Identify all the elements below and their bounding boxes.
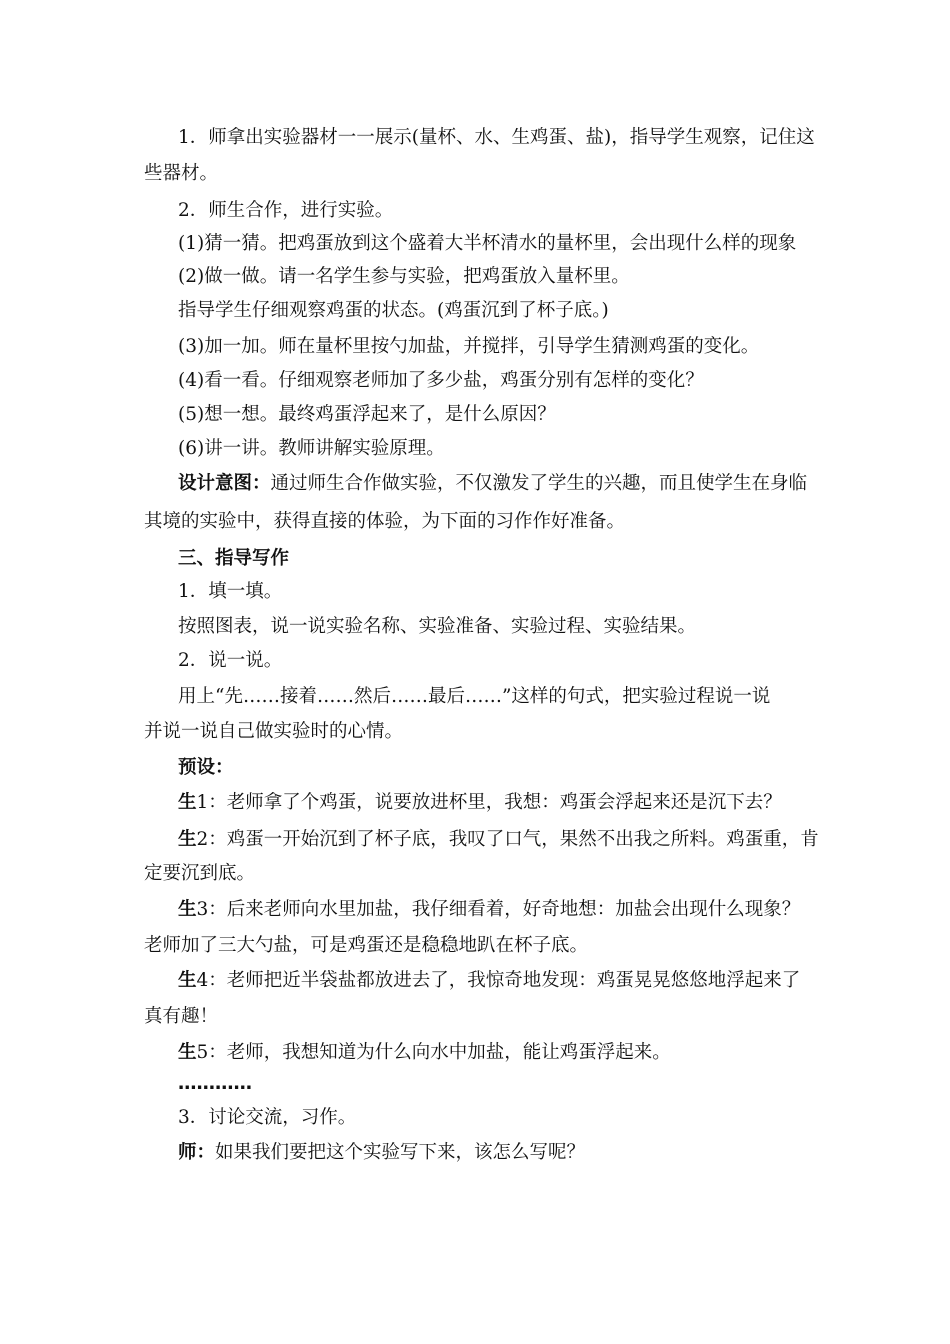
text-line: 真有趣！ xyxy=(144,1006,219,1027)
student-label: 生 xyxy=(178,829,197,850)
text-line: (2)做一做。请一名学生参与实验，把鸡蛋放入量杯里。 xyxy=(178,266,630,287)
teacher-label: 师： xyxy=(178,1142,216,1163)
student-text: 2：鸡蛋一开始沉到了杯子底，我叹了口气，果然不出我之所料。鸡蛋重，肯 xyxy=(196,829,819,850)
student-line xyxy=(178,826,819,854)
text-line: 并说一说自己做实验时的心情。 xyxy=(144,721,404,742)
preset-label: 预设： xyxy=(178,757,234,778)
student-text: 1：老师拿了个鸡蛋，说要放进杯里，我想：鸡蛋会浮起来还是沉下去？ xyxy=(196,792,782,813)
text-line: 1．填一填。 xyxy=(178,581,283,602)
student-line xyxy=(178,967,800,995)
text-line: (5)想一想。最终鸡蛋浮起来了，是什么原因？ xyxy=(178,404,556,425)
text-line: 按照图表，说一说实验名称、实验准备、实验过程、实验结果。 xyxy=(178,616,697,637)
design-intent-text: 通过师生合作做实验，不仅激发了学生的兴趣，而且使学生在身临 xyxy=(270,473,808,494)
text-line: (4)看一看。仔细观察老师加了多少盐，鸡蛋分别有怎样的变化？ xyxy=(178,370,704,391)
text-line: 定要沉到底。 xyxy=(144,863,256,884)
text-line: (3)加一加。师在量杯里按勺加盐，并搅拌，引导学生猜测鸡蛋的变化。 xyxy=(178,336,760,357)
student-label: 生 xyxy=(178,1042,197,1063)
student-text: 4：老师把近半袋盐都放进去了，我惊奇地发现：鸡蛋晃晃悠悠地浮起来了 xyxy=(196,970,801,991)
text-line: 指导学生仔细观察鸡蛋的状态。(鸡蛋沉到了杯子底。) xyxy=(178,300,609,321)
teacher-text: 如果我们要把这个实验写下来，该怎么写呢？ xyxy=(215,1142,586,1163)
design-intent-label: 设计意图： xyxy=(178,473,271,494)
text-line: (6)讲一讲。教师讲解实验原理。 xyxy=(178,438,445,459)
text-line: 3．讨论交流，习作。 xyxy=(178,1107,357,1128)
text-line: 用上“先……接着……然后……最后……”这样的句式，把实验过程说一说 xyxy=(178,686,771,707)
student-line xyxy=(178,789,782,817)
student-line xyxy=(178,1039,671,1067)
student-text: 3：后来老师向水里加盐，我仔细看着，好奇地想：加盐会出现什么现象？ xyxy=(196,899,801,920)
student-label: 生 xyxy=(178,970,197,991)
text-line: 些器材。 xyxy=(144,163,219,184)
section-heading: 三、指导写作 xyxy=(178,548,290,569)
ellipsis-line: ………… xyxy=(178,1073,252,1094)
text-line: 2．说一说。 xyxy=(178,650,283,671)
teacher-line xyxy=(178,1139,585,1167)
text-line: (1)猜一猜。把鸡蛋放到这个盛着大半杯清水的量杯里，会出现什么样的现象 xyxy=(178,233,797,254)
text-line: 2．师生合作，进行实验。 xyxy=(178,200,394,221)
text-line: 1．师拿出实验器材一一展示(量杯、水、生鸡蛋、盐)，指导学生观察，记住这 xyxy=(178,127,815,148)
text-line: 老师加了三大勺盐，可是鸡蛋还是稳稳地趴在杯子底。 xyxy=(144,935,589,956)
text-line: 其境的实验中，获得直接的体验，为下面的习作作好准备。 xyxy=(144,511,626,532)
student-label: 生 xyxy=(178,899,197,920)
design-intent-line xyxy=(178,470,807,498)
student-line xyxy=(178,896,800,924)
student-label: 生 xyxy=(178,792,197,813)
student-text: 5：老师，我想知道为什么向水中加盐，能让鸡蛋浮起来。 xyxy=(196,1042,671,1063)
